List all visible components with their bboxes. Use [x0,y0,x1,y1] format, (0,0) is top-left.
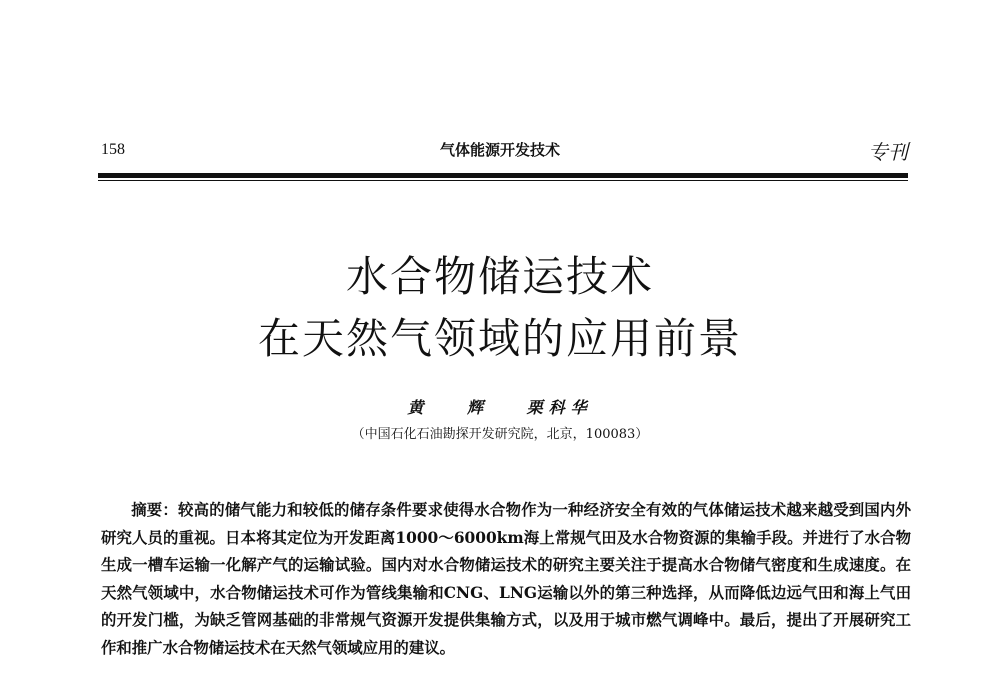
article-title-line-2: 在天然气领域的应用前景 [257,314,742,363]
article-affiliation: （中国石化石油勘探开发研究院，北京，100083） [351,427,649,442]
article-title-line-1: 水合物储运技术 [345,252,654,301]
abstract-label: 摘要： [131,501,179,519]
header-rule-thin [98,180,908,181]
abstract [101,497,911,662]
journal-title: 气体能源开发技术 [439,141,560,159]
page-number: 158 [101,141,125,158]
header-rule-thick [98,173,908,178]
issue-label: 专刊 [868,140,908,164]
abstract-text: 较高的储气能力和较低的储存条件要求使得水合物作为一种经济安全有效的气体储运技术越来越受到国内外研究人员的重视。日本将其定位为开发距离1000～6000km海上常规气田及水合物资源的集输手段。并进行了水合物生成一槽车运输一化解产气的运输试验。国内对水合物储运技术的研究主要关注于提高水合物储气密度和生成速度。在天然气领域中，水合物储运技术可作为管线集输和CNG、LNG运输以外的第三种选择，从而降低边远气田和海上气田的开发门槛，为缺乏管网基础的非常规气资源开发提供集输方式，以及用于城市燃气调峰中。最后，提出了开展研究工作和推广水合物储运技术在天然气领域应用的建议。 [101,501,911,657]
article-authors: 黄 辉 栗科华 [407,398,593,417]
